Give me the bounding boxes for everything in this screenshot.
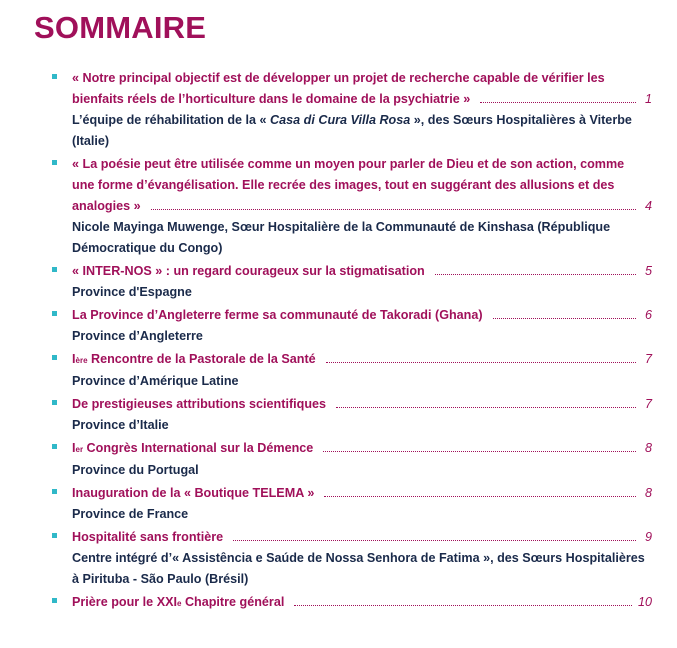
toc-entry-9[interactable] [52, 527, 652, 590]
page-number: 5 [644, 264, 652, 278]
page-number: 4 [644, 199, 652, 213]
toc-entry-10[interactable] [52, 592, 652, 614]
bullet-icon [52, 267, 57, 272]
entry-source: Province du Portugal [72, 463, 199, 477]
entry-headline-end [72, 438, 313, 460]
page-number: 7 [644, 352, 652, 366]
ordinal-prefix: I [72, 441, 76, 455]
entry-headline-leader [72, 483, 652, 504]
entry-source: Province de France [72, 507, 189, 521]
bullet-icon [52, 598, 57, 603]
entry-source: Province d’Amérique Latine [72, 374, 239, 388]
entry-headline: « Notre principal objectif est de développer un projet de recherche capable de vérifier les [72, 71, 605, 85]
dot-leader [336, 407, 636, 408]
entry-headline-end: Hospitalité sans frontière [72, 530, 224, 544]
entry-headline-2: une forme d’évangélisation. Elle recrée des images, tout en suggérant des allusions et des [72, 178, 615, 192]
toc-entry-4[interactable] [52, 305, 652, 347]
page-number: 8 [644, 486, 652, 500]
dot-leader [151, 209, 636, 210]
entry-source: Centre intégré d’« Assistência e Saúde de Nossa Senhora de Fatima », des Sœurs Hospitalières à Pirituba - São Paulo (Brésil) [72, 551, 645, 586]
entry-headline-text: Chapitre général [181, 595, 285, 609]
dot-leader [324, 496, 636, 497]
entry-headline-leader [72, 394, 652, 415]
dot-leader [233, 540, 636, 541]
entry-headline-leader [72, 527, 652, 548]
entry-headline: « La poésie peut être utilisée comme un moyen pour parler de Dieu et de son action, comme [72, 157, 625, 171]
entry-headline-end: « INTER-NOS » : un regard courageux sur la stigmatisation [72, 264, 425, 278]
entry-headline-leader [72, 305, 652, 326]
entry-headline-text: Rencontre de la Pastorale de la Santé [87, 352, 316, 366]
entry-source: Province d’Angleterre [72, 329, 203, 343]
ordinal-prefix: I [72, 352, 76, 366]
entry-headline-leader [72, 196, 652, 217]
entry-headline-leader [72, 349, 652, 371]
entry-headline-end: bienfaits réels de l’horticulture dans le domaine de la psychiatrie » [72, 92, 471, 106]
table-of-contents [52, 68, 652, 614]
entry-headline-leader [72, 438, 652, 460]
ordinal-suffix: e [177, 599, 182, 608]
ordinal-suffix: ère [75, 356, 88, 365]
entry-headline-end: analogies » [72, 199, 141, 213]
toc-entry-3[interactable] [52, 261, 652, 303]
page-number: 7 [644, 397, 652, 411]
entry-headline-end: De prestigieuses attributions scientifiques [72, 397, 327, 411]
page-number: 8 [644, 441, 652, 455]
page-number: 6 [644, 308, 652, 322]
entry-headline-end [72, 592, 284, 614]
toc-entry-1[interactable] [52, 68, 652, 152]
dot-leader [326, 362, 636, 363]
dot-leader [294, 605, 632, 606]
entry-headline-end: La Province d’Angleterre ferme sa communauté de Takoradi (Ghana) [72, 308, 483, 322]
page-number: 10 [637, 595, 652, 609]
entry-headline-leader [72, 592, 652, 614]
bullet-icon [52, 444, 57, 449]
entry-headline-leader [72, 261, 652, 282]
page-number: 9 [644, 530, 652, 544]
entry-headline-prefix: Prière pour le XXI [72, 595, 177, 609]
entry-source-text: L’équipe de réhabilitation de la « [72, 113, 267, 127]
dot-leader [480, 102, 636, 103]
bullet-icon [52, 74, 57, 79]
entry-headline-end: Inauguration de la « Boutique TELEMA » [72, 486, 315, 500]
bullet-icon [52, 311, 57, 316]
toc-entry-8[interactable] [52, 483, 652, 525]
bullet-icon [52, 489, 57, 494]
ordinal-suffix: er [75, 445, 84, 454]
entry-headline-end [72, 349, 316, 371]
bullet-icon [52, 400, 57, 405]
entry-source: Nicole Mayinga Muwenge, Sœur Hospitalière de la Communauté de Kinshasa (République Démocratique du Congo) [72, 220, 611, 255]
page-number: 1 [644, 92, 652, 106]
entry-headline-leader [72, 89, 652, 110]
toc-entry-7[interactable] [52, 438, 652, 481]
bullet-icon [52, 533, 57, 538]
entry-source [72, 110, 652, 152]
dot-leader [493, 318, 636, 319]
entry-source-text-end: », des Sœurs Hospitalières à Viterbe (Italie) [72, 113, 632, 148]
toc-entry-2[interactable] [52, 154, 652, 259]
toc-entry-6[interactable] [52, 394, 652, 436]
toc-entry-5[interactable] [52, 349, 652, 392]
dot-leader [323, 451, 636, 452]
bullet-icon [52, 355, 57, 360]
bullet-icon [52, 160, 57, 165]
page-title: SOMMAIRE [34, 10, 207, 45]
dot-leader [435, 274, 636, 275]
entry-source-italic: Casa di Cura Villa Rosa [270, 113, 411, 127]
entry-source: Province d’Italie [72, 418, 169, 432]
entry-source: Province d'Espagne [72, 285, 192, 299]
entry-headline-text: Congrès International sur la Démence [83, 441, 314, 455]
